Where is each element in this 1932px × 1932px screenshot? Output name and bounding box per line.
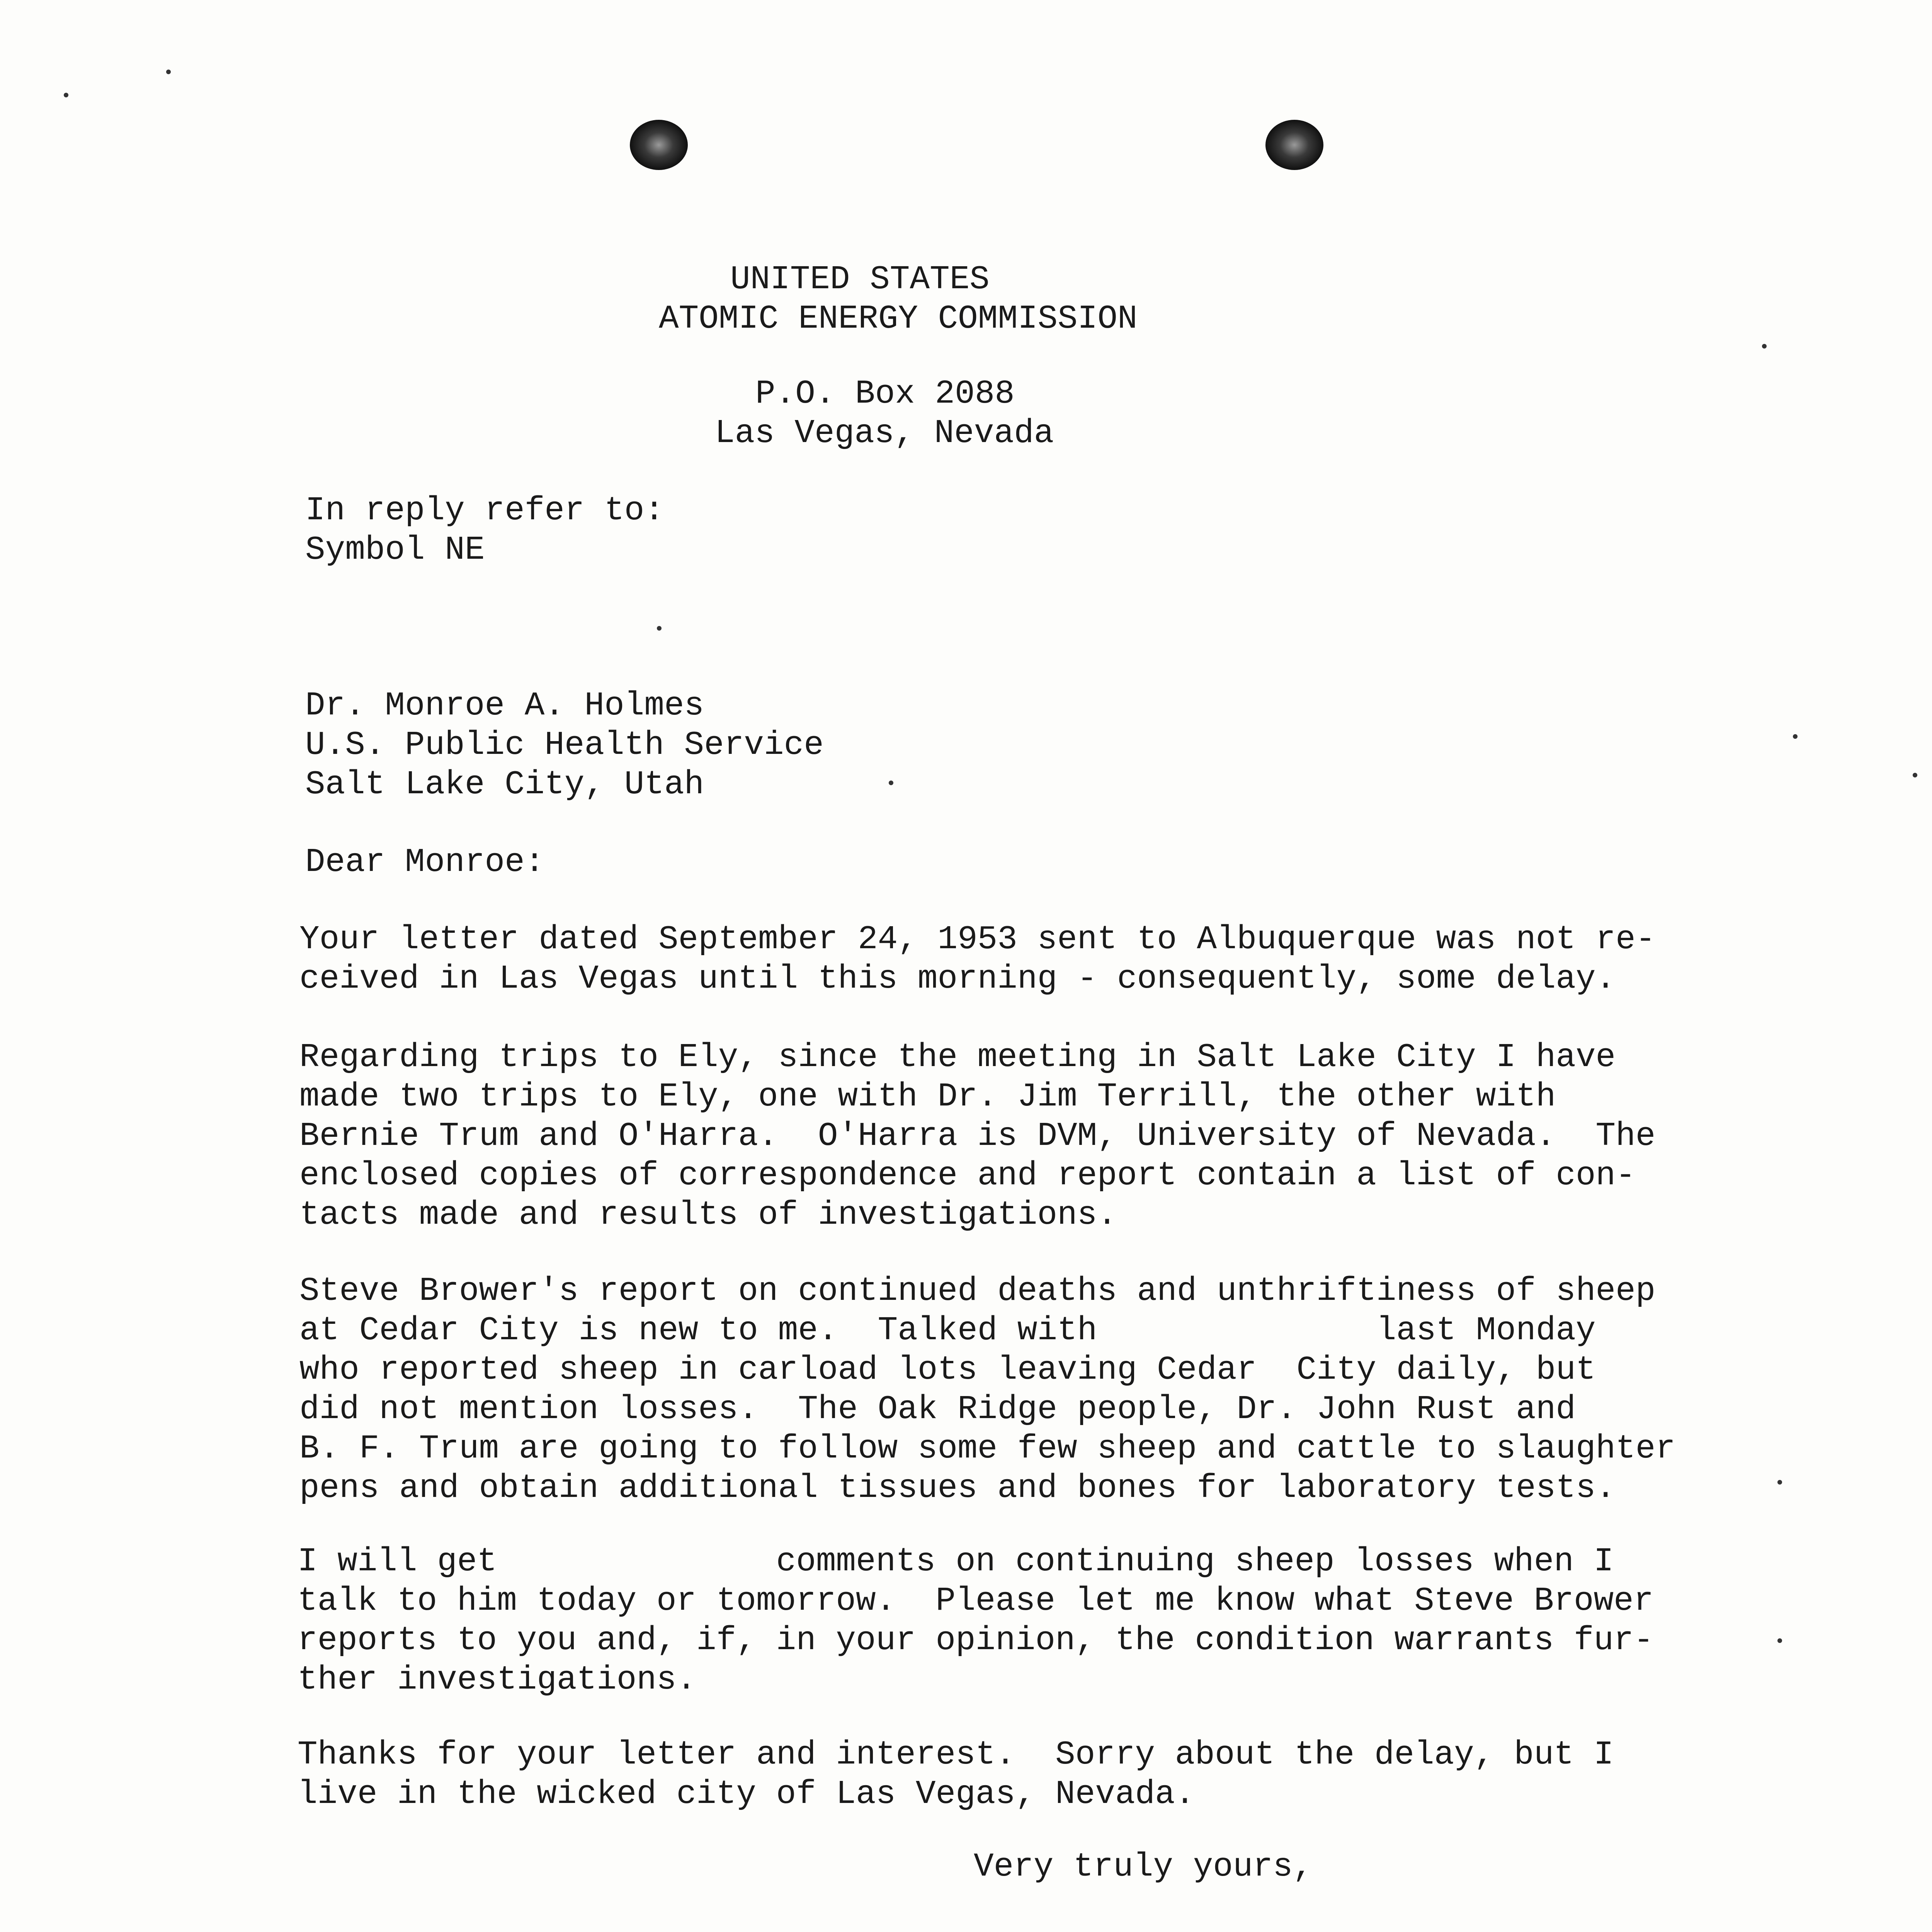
scan-speck: [1777, 1638, 1782, 1643]
scan-speck: [166, 70, 171, 74]
scan-speck: [1762, 344, 1767, 349]
paragraph-line: live in the wicked city of Las Vegas, Nevada.: [298, 1775, 1195, 1813]
agency-line-2: ATOMIC ENERGY COMMISSION: [659, 300, 1138, 338]
recipient-city: Salt Lake City, Utah: [305, 765, 704, 803]
scan-speck: [1793, 734, 1798, 739]
paragraph-line: Bernie Trum and O'Harra. O'Harra is DVM, University of Nevada. The: [299, 1117, 1656, 1155]
scan-speck: [889, 781, 893, 785]
paragraph-line: tacts made and results of investigations.: [299, 1196, 1117, 1234]
paragraph-line: did not mention losses. The Oak Ridge people, Dr. John Rust and: [299, 1390, 1576, 1428]
paragraph-line: reports to you and, if, in your opinion, the condition warrants fur-: [298, 1621, 1654, 1659]
paragraph-4: [298, 1542, 1653, 1699]
scan-speck: [64, 93, 68, 97]
punch-hole-right: [1265, 120, 1323, 170]
recipient-name: Dr. Monroe A. Holmes: [305, 687, 704, 724]
punch-hole-left: [630, 120, 688, 170]
scan-speck: [1913, 773, 1917, 777]
reply-reference: In reply refer to:: [305, 492, 664, 529]
recipient-org: U.S. Public Health Service: [305, 726, 824, 764]
paragraph-5: [298, 1735, 1614, 1814]
paragraph-line: enclosed copies of correspondence and report contain a list of con-: [299, 1156, 1636, 1194]
paragraph-line: at Cedar City is new to me. Talked with last Monday: [299, 1311, 1596, 1349]
paragraph-line: I will get comments on continuing sheep losses when I: [298, 1543, 1614, 1580]
paragraph-1: [299, 920, 1655, 998]
paragraph-line: B. F. Trum are going to follow some few sheep and cattle to slaughter: [299, 1430, 1675, 1468]
paragraph-line: who reported sheep in carload lots leaving Cedar City daily, but: [299, 1351, 1596, 1389]
paragraph-line: ther investigations.: [298, 1661, 697, 1699]
paragraph-line: made two trips to Ely, one with Dr. Jim Terrill, the other with: [299, 1078, 1556, 1116]
agency-line-1: UNITED STATES: [730, 260, 990, 298]
paragraph-line: talk to him today or tomorrow. Please let me know what Steve Brower: [298, 1582, 1654, 1620]
paragraph-line: Regarding trips to Ely, since the meeting in Salt Lake City I have: [299, 1038, 1616, 1076]
paragraph-line: Thanks for your letter and interest. Sorry about the delay, but I: [298, 1736, 1614, 1774]
scan-speck: [657, 626, 662, 631]
salutation: Dear Monroe:: [305, 843, 545, 881]
paragraph-line: Steve Brower's report on continued deaths and unthriftiness of sheep: [299, 1272, 1656, 1310]
address-line-1: P.O. Box 2088: [755, 375, 1015, 413]
paragraph-line: Your letter dated September 24, 1953 sent to Albuquerque was not re-: [299, 920, 1656, 958]
paragraph-2: [299, 1037, 1655, 1235]
closing: Very truly yours,: [974, 1848, 1313, 1886]
reference-symbol: Symbol NE: [305, 531, 485, 569]
paragraph-line: ceived in Las Vegas until this morning - consequently, some delay.: [299, 960, 1616, 998]
scan-speck: [1777, 1480, 1782, 1485]
address-line-2: Las Vegas, Nevada: [715, 414, 1054, 452]
paragraph-line: pens and obtain additional tissues and bones for laboratory tests.: [299, 1469, 1616, 1507]
paragraph-3: [299, 1271, 1675, 1508]
